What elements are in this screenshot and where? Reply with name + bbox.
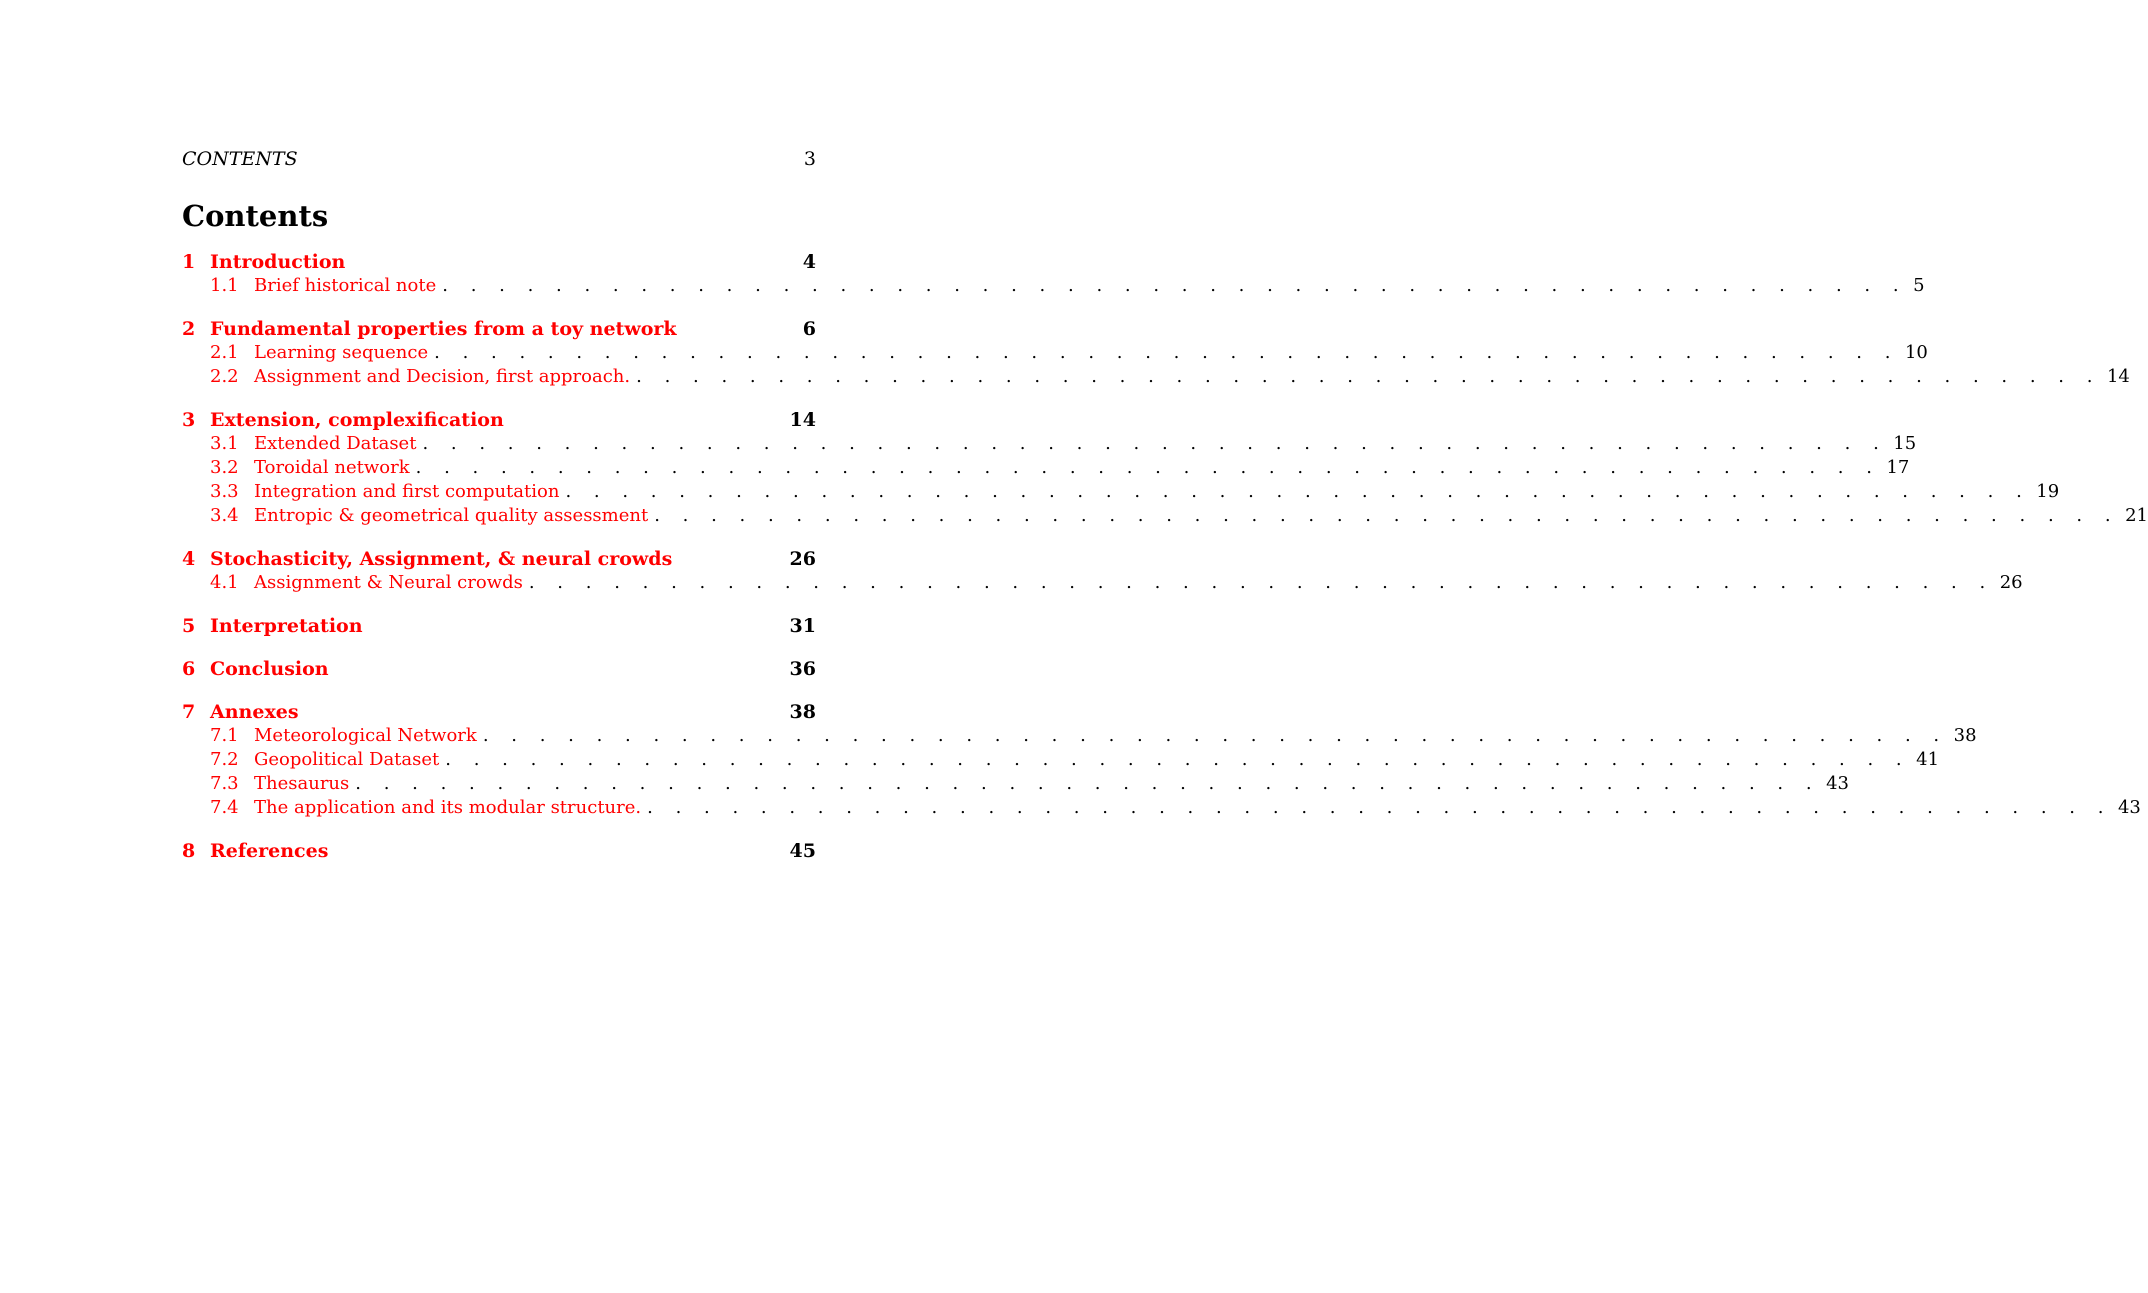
section-title-link[interactable]: Annexes — [210, 701, 299, 723]
subsection-page-number: 41 — [1916, 749, 1940, 770]
subsection-number[interactable]: 2.1 — [210, 342, 239, 363]
subsection-title-link[interactable]: Thesaurus — [254, 773, 350, 794]
subsection-page-number: 26 — [1999, 572, 2023, 593]
section-title-link[interactable]: Introduction — [210, 251, 346, 273]
dot-leader: . . . . . . . . . . . . . . . . . . . . . . . . . . . . . . . . . . . . . . . . . . . . . . . . . . . . — [442, 275, 1908, 296]
toc-section-row[interactable] — [182, 614, 816, 638]
subsection-title-link[interactable]: Brief historical note — [254, 275, 437, 296]
section-title-link[interactable]: Stochasticity, Assignment, & neural crowds — [210, 548, 673, 570]
subsection-title-link[interactable]: Extended Dataset — [254, 433, 417, 454]
toc-subsection-row[interactable] — [182, 504, 2148, 528]
toc-subsection-row[interactable] — [182, 432, 1917, 456]
running-head-title: CONTENTS — [182, 148, 298, 170]
dot-leader: . . . . . . . . . . . . . . . . . . . . . . . . . . . . . . . . . . . . . . . . . . . . . . . . . . . . — [654, 505, 2120, 526]
subsection-number[interactable]: 3.3 — [210, 481, 239, 502]
toc-section — [182, 614, 816, 638]
running-head-page-number: 3 — [803, 148, 816, 170]
subsection-title-link[interactable]: Learning sequence — [254, 342, 429, 363]
section-title-link[interactable]: Fundamental properties from a toy network — [210, 318, 677, 340]
subsection-page-number: 19 — [2036, 481, 2060, 502]
toc-section — [182, 408, 2148, 528]
subsection-title-link[interactable]: Integration and first computation — [254, 481, 560, 502]
subsection-page-number: 10 — [1904, 342, 1928, 363]
subsection-title-link[interactable]: Entropic & geometrical quality assessment — [254, 505, 649, 526]
toc-subsection-row[interactable] — [182, 365, 2130, 389]
toc-subsection-row[interactable] — [182, 456, 1910, 480]
toc-section — [182, 250, 1925, 298]
subsection-page-number: 43 — [2117, 797, 2141, 818]
dot-leader: . . . . . . . . . . . . . . . . . . . . . . . . . . . . . . . . . . . . . . . . . . . . . . . . . . . . — [355, 773, 1821, 794]
subsection-title-link[interactable]: Geopolitical Dataset — [254, 749, 440, 770]
toc-subsection-row[interactable] — [182, 772, 1849, 796]
toc-section-row[interactable] — [182, 839, 816, 863]
subsection-page-number: 43 — [1826, 773, 1849, 794]
section-title-link[interactable]: References — [210, 840, 329, 862]
toc-subsection-row[interactable] — [182, 796, 2141, 820]
dot-leader: . . . . . . . . . . . . . . . . . . . . . . . . . . . . . . . . . . . . . . . . . . . . . . . . . . . . — [415, 457, 1881, 478]
subsection-page-number: 15 — [1893, 433, 1917, 454]
subsection-number[interactable]: 2.2 — [210, 366, 239, 387]
subsection-page-number: 38 — [1953, 725, 1977, 746]
section-number[interactable]: 1 — [182, 251, 196, 273]
section-page-number: 31 — [789, 615, 816, 637]
toc-subsection-row[interactable] — [182, 480, 2060, 504]
subsection-number[interactable]: 4.1 — [210, 572, 239, 593]
subsection-title-link[interactable]: Meteorological Network — [254, 725, 477, 746]
section-number[interactable]: 3 — [182, 409, 196, 431]
section-title-link[interactable]: Conclusion — [210, 658, 329, 680]
subsection-title-link[interactable]: Toroidal network — [254, 457, 410, 478]
toc-section-row[interactable] — [182, 317, 816, 341]
subsection-title-link[interactable]: Assignment & Neural crowds — [254, 572, 523, 593]
toc-subsection-row[interactable] — [182, 274, 1925, 298]
section-number[interactable]: 2 — [182, 318, 196, 340]
subsection-number[interactable]: 3.4 — [210, 505, 239, 526]
subsection-number[interactable]: 1.1 — [210, 275, 239, 296]
toc-section — [182, 839, 816, 863]
contents-heading: Contents — [182, 199, 329, 233]
section-page-number: 4 — [802, 251, 816, 273]
toc-section-row[interactable] — [182, 700, 816, 724]
section-page-number: 38 — [789, 701, 816, 723]
section-number[interactable]: 7 — [182, 701, 196, 723]
section-page-number: 36 — [789, 658, 816, 680]
section-number[interactable]: 8 — [182, 840, 196, 862]
subsection-title-link[interactable]: Assignment and Decision, first approach. — [254, 366, 631, 387]
dot-leader: . . . . . . . . . . . . . . . . . . . . . . . . . . . . . . . . . . . . . . . . . . . . . . . . . . . . — [482, 725, 1948, 746]
subsection-number[interactable]: 3.2 — [210, 457, 239, 478]
section-page-number: 45 — [789, 840, 816, 862]
section-number[interactable]: 4 — [182, 548, 196, 570]
table-of-contents — [182, 250, 2148, 882]
dot-leader: . . . . . . . . . . . . . . . . . . . . . . . . . . . . . . . . . . . . . . . . . . . . . . . . . . . . — [445, 749, 1911, 770]
subsection-page-number: 14 — [2106, 366, 2130, 387]
toc-section — [182, 317, 2130, 389]
toc-section — [182, 700, 2141, 820]
dot-leader: . . . . . . . . . . . . . . . . . . . . . . . . . . . . . . . . . . . . . . . . . . . . . . . . . . . . — [647, 797, 2112, 818]
toc-section — [182, 547, 2023, 595]
dot-leader: . . . . . . . . . . . . . . . . . . . . . . . . . . . . . . . . . . . . . . . . . . . . . . . . . . . . — [528, 572, 1994, 593]
toc-section-row[interactable] — [182, 408, 816, 432]
subsection-title-link[interactable]: The application and its modular structure. — [254, 797, 642, 818]
subsection-number[interactable]: 7.4 — [210, 797, 239, 818]
toc-section-row[interactable] — [182, 657, 816, 681]
subsection-page-number: 21 — [2125, 505, 2148, 526]
subsection-number[interactable]: 7.3 — [210, 773, 239, 794]
toc-section — [182, 657, 816, 681]
dot-leader: . . . . . . . . . . . . . . . . . . . . . . . . . . . . . . . . . . . . . . . . . . . . . . . . . . . . — [434, 342, 1899, 363]
section-title-link[interactable]: Extension, complexification — [210, 409, 504, 431]
toc-subsection-row[interactable] — [182, 724, 1977, 748]
section-number[interactable]: 5 — [182, 615, 196, 637]
subsection-page-number: 5 — [1913, 275, 1925, 296]
toc-subsection-row[interactable] — [182, 341, 1928, 365]
section-page-number: 26 — [789, 548, 816, 570]
toc-section-row[interactable] — [182, 547, 816, 571]
section-page-number: 14 — [789, 409, 816, 431]
toc-subsection-row[interactable] — [182, 748, 1940, 772]
subsection-number[interactable]: 7.1 — [210, 725, 239, 746]
toc-subsection-row[interactable] — [182, 571, 2023, 595]
running-head — [182, 146, 816, 172]
dot-leader: . . . . . . . . . . . . . . . . . . . . . . . . . . . . . . . . . . . . . . . . . . . . . . . . . . . . — [565, 481, 2031, 502]
subsection-page-number: 17 — [1886, 457, 1910, 478]
section-number[interactable]: 6 — [182, 658, 196, 680]
toc-section-row[interactable] — [182, 250, 816, 274]
dot-leader: . . . . . . . . . . . . . . . . . . . . . . . . . . . . . . . . . . . . . . . . . . . . . . . . . . . . — [636, 366, 2101, 387]
subsection-number[interactable]: 3.1 — [210, 433, 239, 454]
section-page-number: 6 — [802, 318, 816, 340]
section-title-link[interactable]: Interpretation — [210, 615, 363, 637]
dot-leader: . . . . . . . . . . . . . . . . . . . . . . . . . . . . . . . . . . . . . . . . . . . . . . . . . . . . — [422, 433, 1888, 454]
subsection-number[interactable]: 7.2 — [210, 749, 239, 770]
